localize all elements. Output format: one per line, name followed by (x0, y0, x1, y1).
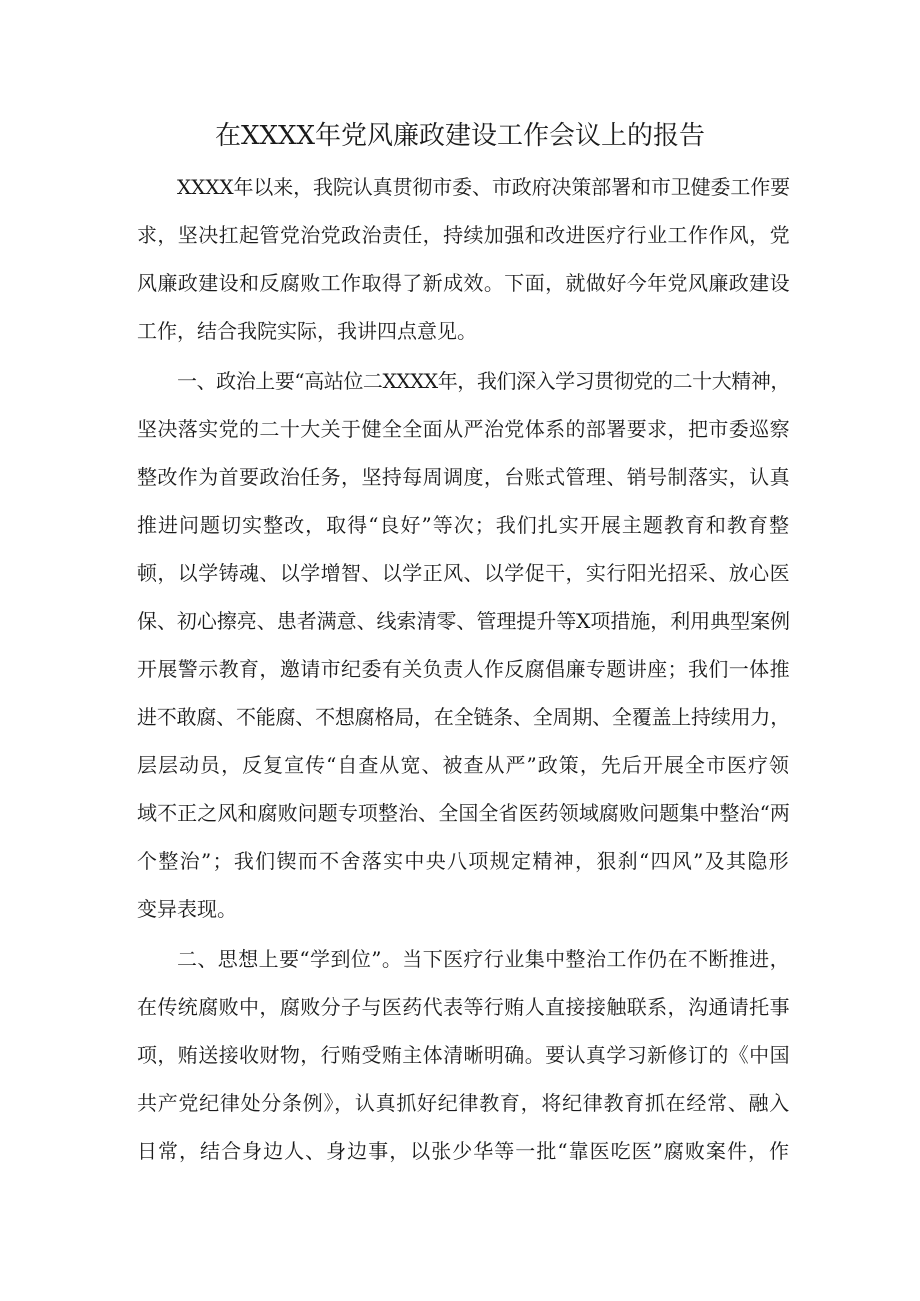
paragraph-line: 工作，结合我院实际，我讲四点意见。 (137, 319, 477, 343)
paragraph-line: 一、政治上要“高站位二XXXX年，我们深入学习贯彻党的二十大精神， (177, 369, 790, 393)
paragraph-line: 在传统腐败中，腐败分子与医药代表等行贿人直接接触联系，沟通请托事 (137, 995, 790, 1019)
paragraph-line: 变异表现。 (137, 897, 237, 921)
paragraph-line: 整改作为首要政治任务，坚持每周调度，台账式管理、销号制落实，认真 (137, 465, 790, 489)
paragraph-line: 推进问题切实整改，取得“良好”等次；我们扎实开展主题教育和教育整 (137, 513, 790, 537)
paragraph-line: 项，贿送接收财物，行贿受贿主体清晰明确。要认真学习新修订的《中国 (137, 1043, 790, 1067)
paragraph-line: 进不敢腐、不能腐、不想腐格局，在全链条、全周期、全覆盖上持续用力， (137, 705, 790, 729)
paragraph-line: 风廉政建设和反腐败工作取得了新成效。下面，就做好今年党风廉政建设 (137, 271, 790, 295)
paragraph-line: 开展警示教育，邀请市纪委有关负责人作反腐倡廉专题讲座；我们一体推 (137, 657, 790, 681)
paragraph-line: 共产党纪律处分条例》，认真抓好纪律教育，将纪律教育抓在经常、融入 (137, 1091, 790, 1115)
paragraph-line: 二、思想上要“学到位”。当下医疗行业集中整治工作仍在不断推进， (177, 947, 790, 971)
paragraph-line: 保、初心擦亮、患者满意、线索清零、管理提升等X项措施，利用典型案例 (137, 609, 790, 633)
paragraph-line: 坚决落实党的二十大关于健全全面从严治党体系的部署要求，把市委巡察 (137, 417, 790, 441)
paragraph-line: 域不正之风和腐败问题专项整治、全国全省医药领域腐败问题集中整治“两 (137, 801, 790, 825)
document-title: 在XXXX年党风廉政建设工作会议上的报告 (214, 121, 706, 151)
paragraph-line: 层层动员，反复宣传“自查从宽、被查从严”政策，先后开展全市医疗领 (137, 753, 790, 777)
paragraph-line: 顿，以学铸魂、以学增智、以学正风、以学促干，实行阳光招采、放心医 (137, 561, 790, 585)
paragraph-line: 个整治”；我们锲而不舍落实中央八项规定精神，狠刹“四风”及其隐形 (137, 849, 790, 873)
paragraph-line: 求，坚决扛起管党治党政治责任，持续加强和改进医疗行业工作作风，党 (137, 223, 790, 247)
paragraph-line: 日常，结合身边人、身边事，以张少华等一批“靠医吃医”腐败案件，作 (137, 1139, 790, 1163)
paragraph-line: XXXX年以来，我院认真贯彻市委、市政府决策部署和市卫健委工作要 (177, 175, 790, 199)
